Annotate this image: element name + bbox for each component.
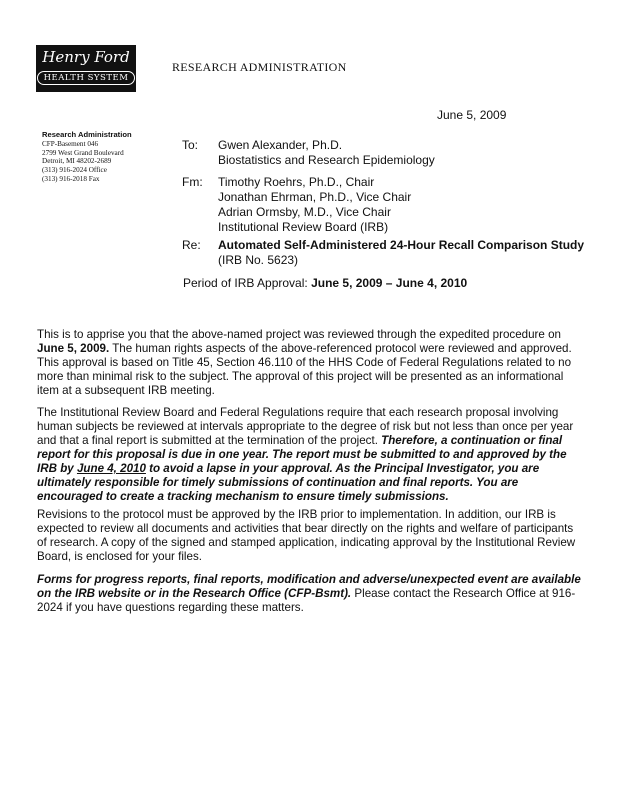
p2-text-b: Therefore, a continuation or final report for this proposal is due in one year. The report must be submitted to and approved by the IRB by bbox=[37, 434, 567, 475]
p2-date: June 4, 2010 bbox=[76, 462, 146, 475]
henry-ford-logo bbox=[36, 45, 136, 92]
sender-line: Institutional Review Board (IRB) bbox=[218, 220, 389, 234]
address-line: Detroit, MI 48202-2689 bbox=[42, 157, 112, 166]
p2-text-a: The Institutional Review Board and Federal Regulations require that each research proposal involving human subjects be reviewed at intervals appropriate to the degree of risk but not less than once per year and that a final report is submitted at the termination of the project. bbox=[37, 406, 574, 447]
re-subject bbox=[218, 238, 584, 268]
p4-text-b: Please contact the Research Office at 916-2024 if you have questions regarding these matters. bbox=[37, 587, 576, 614]
letter-date: June 5, 2009 bbox=[437, 108, 507, 122]
period-label: Period of IRB Approval: bbox=[183, 276, 308, 290]
sender-line: Jonathan Ehrman, Ph.D., Vice Chair bbox=[218, 190, 412, 204]
p2-text-c: to avoid a lapse in your approval. As the Principal Investigator, you are ultimately responsible for timely submissions of continuation and final reports. You are encouraged to create a tracking mechanism to ensure timely submissions. bbox=[37, 462, 540, 503]
recipient-line: Gwen Alexander, Ph.D. bbox=[218, 138, 343, 152]
p1-date: June 5, 2009. bbox=[37, 342, 110, 355]
logo-band-text: HEALTH SYSTEM bbox=[37, 71, 136, 85]
letterhead-title: RESEARCH ADMINISTRATION bbox=[172, 60, 347, 74]
to-label: To: bbox=[182, 138, 199, 152]
irb-number: (IRB No. 5623) bbox=[218, 253, 299, 267]
from-senders bbox=[218, 175, 411, 235]
to-recipient bbox=[218, 138, 435, 168]
from-label: Fm: bbox=[182, 175, 203, 189]
period-value: June 5, 2009 – June 4, 2010 bbox=[311, 276, 468, 290]
address-line: (313) 916-2024 Office bbox=[42, 166, 107, 175]
paragraph-revisions: Revisions to the protocol must be approved by the IRB prior to implementation. In addition, our IRB is expected to review all documents and activities that bear directly on the rights and welfare of participants of research. A copy of the signed and stamped application, indicating approval by the Institutional Review Board, is enclosed for your files. bbox=[37, 508, 576, 563]
address-line: (313) 916-2018 Fax bbox=[42, 174, 100, 183]
address-title: Research Administration bbox=[42, 130, 132, 139]
p4-text-a: Forms for progress reports, final reports, modification and adverse/unexpected event are available on the IRB website or in the Research Office (CFP-Bsmt). bbox=[37, 573, 581, 600]
p1-text-a: This is to apprise you that the above-named project was reviewed through the expedited procedure on bbox=[37, 328, 561, 341]
paragraph-continuation bbox=[37, 406, 585, 504]
sender-line: Adrian Ormsby, M.D., Vice Chair bbox=[218, 205, 391, 219]
approval-period bbox=[183, 276, 467, 290]
address-line: CFP-Basement 046 bbox=[42, 139, 99, 148]
sender-address bbox=[42, 131, 132, 184]
p1-text-b: The human rights aspects of the above-referenced protocol were reviewed and approved. This approval is based on Title 45, Section 46.110 of the HHS Code of Federal Regulations related to no more than minimal risk to the subject. The approval of this project will be presented as an informational item at a subsequent IRB meeting. bbox=[37, 342, 572, 397]
address-line: 2799 West Grand Boulevard bbox=[42, 148, 124, 157]
re-label: Re: bbox=[182, 238, 201, 252]
sender-line: Timothy Roehrs, Ph.D., Chair bbox=[218, 175, 375, 189]
paragraph-review bbox=[37, 328, 585, 398]
paragraph-forms bbox=[37, 573, 585, 615]
recipient-line: Biostatistics and Research Epidemiology bbox=[218, 153, 435, 167]
logo-script-text: Henry Ford bbox=[42, 48, 130, 66]
study-title: Automated Self-Administered 24-Hour Recall Comparison Study bbox=[218, 238, 585, 252]
